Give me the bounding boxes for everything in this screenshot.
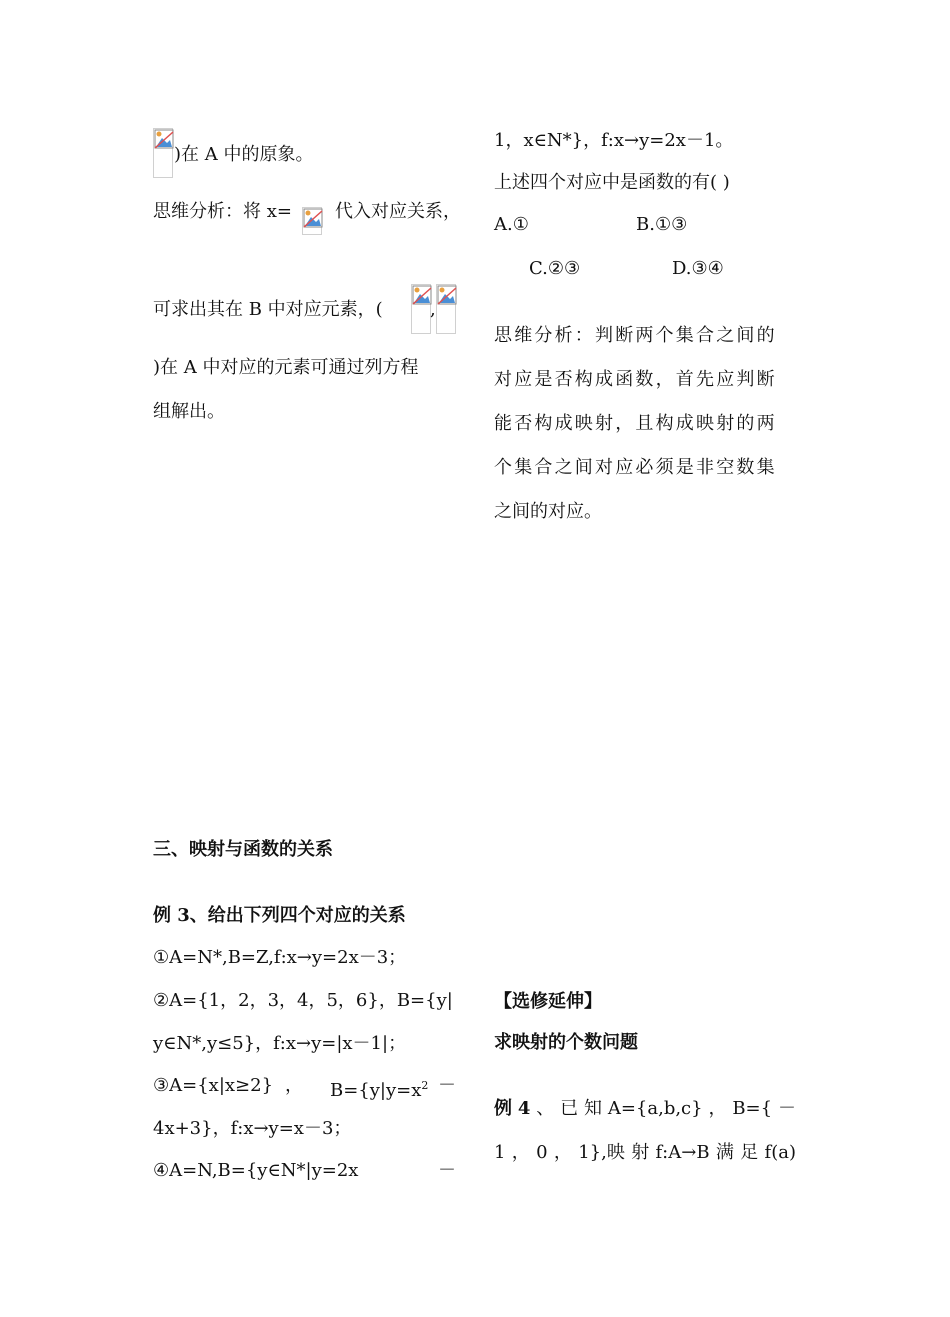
elective-heading: 【选修延伸】 <box>494 991 602 1012</box>
list-item: ②A={1，2，3，4，5，6}，B={y| <box>153 990 453 1011</box>
paragraph-line: )在 A 中的原象。 <box>174 144 314 165</box>
paragraph-line: 思维分析：将 x= <box>153 201 292 222</box>
list-item: ③A={x|x≥2} <box>153 1075 274 1096</box>
example4-line <box>494 1097 796 1121</box>
paragraph-line: 可求出其在 B 中对应元素，( <box>153 299 383 320</box>
word: f:A→B <box>655 1142 710 1163</box>
paragraph-line: 组解出。 <box>153 401 225 422</box>
option-c: C.②③ <box>529 258 581 279</box>
elective-subheading: 求映射的个数问题 <box>494 1032 638 1053</box>
word: ， <box>708 1098 727 1119</box>
broken-image-icon <box>436 284 456 334</box>
example4-line <box>494 1141 796 1165</box>
word: 4 <box>517 1098 531 1119</box>
word: 射 <box>631 1142 650 1163</box>
paragraph-line: )在 A 中对应的元素可通过列方程 <box>153 357 419 378</box>
word: 已 <box>560 1098 579 1119</box>
word: 足 <box>740 1142 759 1163</box>
question-line: 上述四个对应中是函数的有( ) <box>494 172 730 193</box>
word: A={a,b,c} <box>607 1098 703 1119</box>
paragraph-line: 1，x∈N*}，f:x→y=2x－1。 <box>494 130 734 151</box>
paragraph-line: 代入对应关系， <box>335 201 461 222</box>
list-item: y∈N*,y≤5}，f:x→y=|x－1|； <box>153 1033 407 1054</box>
list-item: － <box>438 1160 456 1181</box>
broken-image-icon <box>153 128 173 178</box>
word: 、 <box>536 1098 555 1119</box>
paragraph-line: , <box>430 299 436 320</box>
option-a: A.① <box>494 214 529 235</box>
word: 1 <box>494 1142 506 1163</box>
option-d: D.③④ <box>672 258 724 279</box>
broken-image-icon <box>411 284 431 334</box>
list-item <box>330 1074 428 1103</box>
analysis-line: 之间的对应。 <box>494 501 602 522</box>
analysis-line: 个集合之间对应必须是非空数集 <box>494 457 777 478</box>
list-item-text: B={y|y=x <box>330 1080 422 1101</box>
superscript: 2 <box>421 1079 429 1092</box>
word: 知 <box>583 1098 602 1119</box>
word: 1},映 <box>578 1142 625 1163</box>
word: 0 <box>536 1142 548 1163</box>
list-item: 4x+3}，f:x→y=x－3； <box>153 1118 352 1139</box>
list-item: ④A=N,B={y∈N*|y=2x <box>153 1160 359 1181</box>
word: f(a) <box>764 1142 796 1163</box>
word: ， <box>553 1142 572 1163</box>
word: 例 <box>494 1098 512 1119</box>
section-heading: 三、映射与函数的关系 <box>153 839 333 860</box>
broken-image-icon <box>302 207 322 235</box>
analysis-line: 对应是否构成函数，首先应判断 <box>494 369 777 390</box>
option-b: B.①③ <box>636 214 688 235</box>
example-title: 例 3、给出下列四个对应的关系 <box>153 905 406 926</box>
word: ， <box>511 1142 530 1163</box>
word: B={ <box>732 1098 773 1119</box>
analysis-line: 思维分析：判断两个集合之间的 <box>494 325 777 346</box>
list-item: － <box>438 1075 456 1096</box>
list-item: ， <box>285 1075 303 1096</box>
list-item: ①A=N*,B=Z,f:x→y=2x－3； <box>153 947 407 968</box>
word: 满 <box>715 1142 734 1163</box>
analysis-line: 能否构成映射，且构成映射的两 <box>494 413 777 434</box>
word: － <box>777 1098 796 1119</box>
